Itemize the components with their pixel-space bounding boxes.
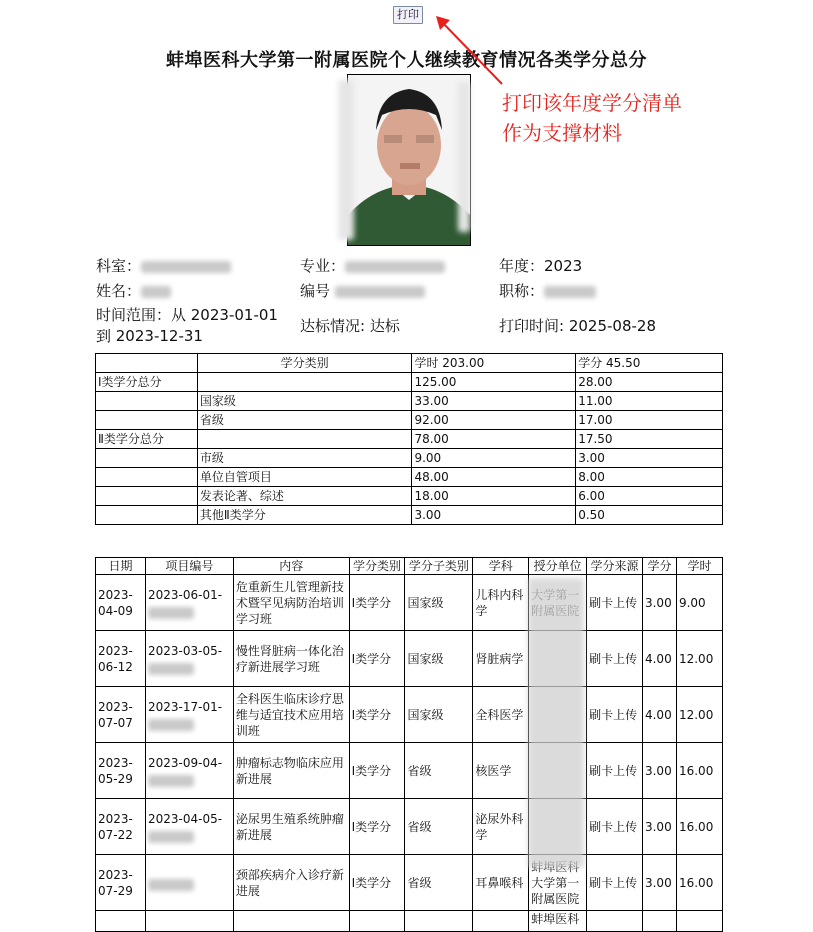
table-cell: 儿科内科学 [473, 575, 529, 631]
table-cell: 125.00 [412, 373, 576, 392]
redaction-blur [148, 719, 194, 731]
compliance-status: 达标情况: 达标 [300, 317, 400, 335]
table-cell: 2023- 06-12 [96, 631, 146, 687]
table-cell: 16.00 [676, 855, 722, 911]
year-field: 年度：2023 [499, 257, 583, 275]
table-cell: 慢性肾脏病一体化治疗新进展学习班 [233, 631, 349, 687]
table-cell: 市级 [197, 449, 412, 468]
column-header: 学科 [473, 558, 529, 575]
print-button[interactable]: 打印 [393, 6, 423, 24]
table-header-row [96, 558, 723, 575]
table-cell: 国家级 [405, 575, 473, 631]
table-cell: 6.00 [576, 487, 723, 506]
table-row [96, 799, 723, 855]
redaction-blur [148, 775, 194, 787]
table-cell: 泌尿外科学 [473, 799, 529, 855]
table-row [96, 743, 723, 799]
major-field: 专业： [300, 256, 445, 276]
table-cell: 2023-17-01- [145, 687, 233, 743]
table-row [96, 468, 723, 487]
table-cell: 0.50 [576, 506, 723, 525]
table-cell [96, 411, 198, 430]
table-cell: 2023- 05-29 [96, 743, 146, 799]
table-cell [96, 506, 198, 525]
table-cell: Ⅰ类学分 [349, 743, 405, 799]
table-row [96, 392, 723, 411]
table-cell: 3.00 [412, 506, 576, 525]
table-cell: 省级 [405, 855, 473, 911]
table-cell: 2023- 07-29 [96, 855, 146, 911]
annotation-line-2: 作为支撑材料 [502, 121, 622, 145]
column-header: 学时 203.00 [412, 354, 576, 373]
table-cell: 肾脏病学 [473, 631, 529, 687]
column-header: 学分子类别 [405, 558, 473, 575]
table-row [96, 631, 723, 687]
table-cell: 2023-03-05- [145, 631, 233, 687]
arrow-icon [430, 12, 510, 92]
column-header: 授分单位 [529, 558, 587, 575]
table-cell: 其他Ⅱ类学分 [197, 506, 412, 525]
table-header-row [96, 354, 723, 373]
table-cell: 3.00 [642, 799, 676, 855]
table-cell: 刷卡上传 [587, 743, 643, 799]
table-cell: 肿瘤标志物临床应用新进展 [233, 743, 349, 799]
table-cell: 2023-04-05- [145, 799, 233, 855]
table-cell: Ⅰ类学分总分 [96, 373, 198, 392]
table-cell [405, 911, 473, 932]
table-cell: 33.00 [412, 392, 576, 411]
table-cell [349, 911, 405, 932]
table-row [96, 506, 723, 525]
column-header: 学分 [642, 558, 676, 575]
table-cell: 全科医学 [473, 687, 529, 743]
table-cell: 3.00 [576, 449, 723, 468]
table-cell: Ⅰ类学分 [349, 687, 405, 743]
table-cell [233, 911, 349, 932]
credit-detail-table [95, 557, 723, 932]
table-cell: 蚌埠医科 [529, 911, 587, 932]
redaction-blur [528, 578, 584, 868]
table-cell: 核医学 [473, 743, 529, 799]
table-cell [197, 373, 412, 392]
table-cell: 12.00 [676, 631, 722, 687]
table-row [96, 449, 723, 468]
page-title: 蚌埠医科大学第一附属医院个人继续教育情况各类学分总分 [166, 50, 647, 71]
table-cell: 16.00 [676, 743, 722, 799]
table-cell [642, 911, 676, 932]
time-range-field: 时间范围：从 2023-01-01 到 2023-12-31 [96, 306, 278, 345]
department-field: 科室： [96, 256, 231, 276]
redaction-blur [148, 831, 194, 843]
column-header: 内容 [233, 558, 349, 575]
table-cell: Ⅰ类学分 [349, 631, 405, 687]
table-cell: 泌尿男生殖系统肿瘤新进展 [233, 799, 349, 855]
column-header: 项目编号 [145, 558, 233, 575]
table-cell: 17.00 [576, 411, 723, 430]
table-cell: 国家级 [197, 392, 412, 411]
table-cell: Ⅰ类学分 [349, 855, 405, 911]
table-cell: 省级 [197, 411, 412, 430]
redaction-blur [148, 663, 194, 675]
table-cell: 12.00 [676, 687, 722, 743]
table-cell: 17.50 [576, 430, 723, 449]
table-cell: 单位自管项目 [197, 468, 412, 487]
print-time: 打印时间: 2025-08-28 [499, 317, 656, 335]
table-cell: 省级 [405, 799, 473, 855]
table-cell: 2023-09-04- [145, 743, 233, 799]
column-header: 学分来源 [587, 558, 643, 575]
column-header: 学分类别 [197, 354, 412, 373]
table-row [96, 911, 723, 932]
table-cell: 16.00 [676, 799, 722, 855]
table-cell [676, 911, 722, 932]
table-cell [197, 430, 412, 449]
table-cell: Ⅰ类学分 [349, 575, 405, 631]
table-cell [587, 911, 643, 932]
redaction-blur [458, 82, 470, 232]
table-cell: 国家级 [405, 687, 473, 743]
table-cell: 3.00 [642, 855, 676, 911]
table-cell: 国家级 [405, 631, 473, 687]
table-cell: 大学第一附属医院 [529, 855, 587, 911]
column-header: 学分 45.50 [576, 354, 723, 373]
redaction-blur [148, 607, 194, 619]
table-cell: 8.00 [576, 468, 723, 487]
table-row [96, 855, 723, 911]
table-cell [473, 911, 529, 932]
table-cell: 刷卡上传 [587, 687, 643, 743]
id-field: 编号 [300, 281, 425, 301]
redaction-blur [148, 879, 194, 891]
table-cell: 92.00 [412, 411, 576, 430]
redaction-blur [338, 80, 354, 240]
annotation-text [502, 88, 682, 148]
table-cell: 刷卡上传 [587, 631, 643, 687]
person-photo-icon [348, 75, 470, 245]
table-cell: Ⅰ类学分 [349, 799, 405, 855]
table-cell: 78.00 [412, 430, 576, 449]
table-cell: 颈部疾病介入诊疗新进展 [233, 855, 349, 911]
name-field: 姓名： [96, 281, 171, 301]
table-row [96, 430, 723, 449]
table-cell: 刷卡上传 [587, 799, 643, 855]
table-cell: 全科医生临床诊疗思维与适宜技术应用培训班 [233, 687, 349, 743]
table-cell: 18.00 [412, 487, 576, 506]
table-row [96, 575, 723, 631]
table-cell [96, 468, 198, 487]
column-header: 学分类别 [349, 558, 405, 575]
column-header: 学时 [676, 558, 722, 575]
table-cell: 4.00 [642, 631, 676, 687]
table-cell: 4.00 [642, 687, 676, 743]
table-cell: 刷卡上传 [587, 855, 643, 911]
table-cell: 2023- 07-22 [96, 799, 146, 855]
profile-photo [347, 74, 471, 246]
table-cell: 11.00 [576, 392, 723, 411]
table-cell: 刷卡上传 [587, 575, 643, 631]
table-cell: 省级 [405, 743, 473, 799]
table-cell [145, 855, 233, 911]
table-cell [96, 487, 198, 506]
table-cell: 发表论著、综述 [197, 487, 412, 506]
table-cell: 2023- 04-09 [96, 575, 146, 631]
table-cell: 2023-06-01- [145, 575, 233, 631]
table-cell [96, 392, 198, 411]
table-cell: 3.00 [642, 575, 676, 631]
table-cell [96, 911, 146, 932]
table-row [96, 487, 723, 506]
table-cell: 9.00 [676, 575, 722, 631]
table-cell: 3.00 [642, 743, 676, 799]
professional-title-field: 职称： [499, 281, 596, 301]
table-cell: 危重新生儿管理新技术暨罕见病防治培训学习班 [233, 575, 349, 631]
table-row [96, 411, 723, 430]
table-row [96, 373, 723, 392]
table-cell: 9.00 [412, 449, 576, 468]
credit-summary-table [95, 353, 723, 525]
column-header: 日期 [96, 558, 146, 575]
table-cell: 28.00 [576, 373, 723, 392]
table-cell: 2023- 07-07 [96, 687, 146, 743]
table-row [96, 687, 723, 743]
table-cell [96, 449, 198, 468]
annotation-line-1: 打印该年度学分清单 [502, 91, 682, 115]
table-cell: 48.00 [412, 468, 576, 487]
table-cell: Ⅱ类学分总分 [96, 430, 198, 449]
table-cell [145, 911, 233, 932]
table-cell: 耳鼻喉科 [473, 855, 529, 911]
